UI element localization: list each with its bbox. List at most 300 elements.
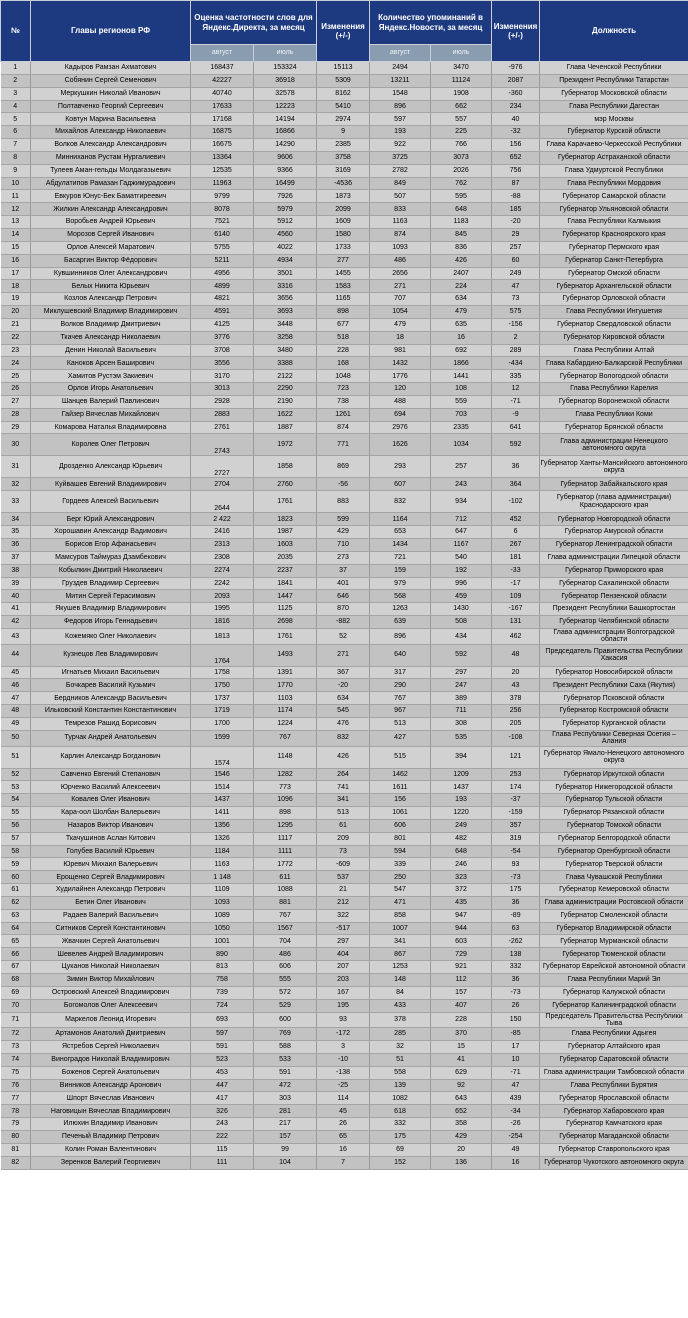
position-cell: Губернатор Свердловской области <box>540 318 688 331</box>
position-cell: Глава Республики Адыгея <box>540 1028 688 1041</box>
governor-name-cell: Юревич Михаил Валерьевич <box>31 858 191 871</box>
row-number-cell: 47 <box>1 692 31 705</box>
news-august-cell: 3725 <box>370 151 431 164</box>
freq-august-cell: 1 148 <box>191 871 254 884</box>
freq-change-cell: 741 <box>317 781 370 794</box>
freq-july-cell: 1111 <box>254 845 317 858</box>
news-change-cell: 20 <box>492 666 540 679</box>
governor-name-cell: Козлов Александр Петрович <box>31 293 191 306</box>
news-august-cell: 1082 <box>370 1092 431 1105</box>
news-august-cell: 148 <box>370 974 431 987</box>
news-august-cell: 1626 <box>370 434 431 456</box>
table-row <box>1 203 688 216</box>
governor-name-cell: Печеный Владимир Петрович <box>31 1130 191 1143</box>
news-change-cell: 364 <box>492 478 540 491</box>
position-cell: Глава Чувашской Республики <box>540 871 688 884</box>
news-july-cell: 297 <box>431 666 492 679</box>
position-cell: Губернатор Ленинградской области <box>540 539 688 552</box>
table-row <box>1 456 688 478</box>
freq-august-cell: 115 <box>191 1143 254 1156</box>
table-row <box>1 590 688 603</box>
row-number-cell: 58 <box>1 845 31 858</box>
freq-july-cell: 32578 <box>254 87 317 100</box>
news-july-cell: 629 <box>431 1066 492 1079</box>
governor-name-cell: Митин Сергей Герасимович <box>31 590 191 603</box>
governor-name-cell: Кара-оол Шолбан Валерьевич <box>31 807 191 820</box>
freq-august-cell: 2928 <box>191 395 254 408</box>
freq-august-cell: 2761 <box>191 421 254 434</box>
table-row <box>1 306 688 319</box>
table-row <box>1 1053 688 1066</box>
row-number-cell: 42 <box>1 616 31 629</box>
freq-august-cell: 5755 <box>191 241 254 254</box>
news-july-cell: 1183 <box>431 216 492 229</box>
news-change-cell: 641 <box>492 421 540 434</box>
row-number-cell: 62 <box>1 896 31 909</box>
position-cell: Президент Республики Саха (Якутия) <box>540 679 688 692</box>
row-number-cell: 53 <box>1 781 31 794</box>
row-number-cell: 40 <box>1 590 31 603</box>
position-cell: Губернатор Белгородской области <box>540 832 688 845</box>
governor-name-cell: Меркушкин Николай Иванович <box>31 87 191 100</box>
news-change-cell: 332 <box>492 961 540 974</box>
table-row <box>1 1118 688 1131</box>
freq-august-cell: 2883 <box>191 408 254 421</box>
news-july-cell: 108 <box>431 383 492 396</box>
freq-august-cell: 9799 <box>191 190 254 203</box>
news-july-cell: 41 <box>431 1053 492 1066</box>
news-august-cell: 1432 <box>370 357 431 370</box>
freq-august-cell: 168437 <box>191 62 254 75</box>
news-august-cell: 1007 <box>370 922 431 935</box>
position-cell: Губернатор Приморского края <box>540 564 688 577</box>
freq-change-cell: 476 <box>317 717 370 730</box>
table-row <box>1 974 688 987</box>
freq-july-cell: 2190 <box>254 395 317 408</box>
freq-change-cell: 870 <box>317 603 370 616</box>
governor-name-cell: Радаев Валерий Васильевич <box>31 909 191 922</box>
freq-change-cell: 646 <box>317 590 370 603</box>
news-july-cell: 479 <box>431 306 492 319</box>
table-row <box>1 126 688 139</box>
table-row <box>1 807 688 820</box>
freq-august-cell: 12535 <box>191 164 254 177</box>
freq-july-cell: 472 <box>254 1079 317 1092</box>
freq-change-cell: 1580 <box>317 228 370 241</box>
table-row <box>1 139 688 152</box>
news-august-cell: 32 <box>370 1041 431 1054</box>
freq-change-cell: 738 <box>317 395 370 408</box>
freq-change-cell: 195 <box>317 999 370 1012</box>
news-july-cell: 836 <box>431 241 492 254</box>
news-july-cell: 2407 <box>431 267 492 280</box>
freq-august-cell: 1599 <box>191 730 254 746</box>
row-number-cell: 43 <box>1 628 31 644</box>
freq-change-cell: 271 <box>317 644 370 666</box>
row-number-cell: 79 <box>1 1118 31 1131</box>
freq-august-cell: 1750 <box>191 679 254 692</box>
news-july-cell: 16 <box>431 331 492 344</box>
news-change-cell: 756 <box>492 164 540 177</box>
row-number-cell: 3 <box>1 87 31 100</box>
table-row <box>1 1092 688 1105</box>
position-cell: Губернатор Ханты-Мансийского автономного округа <box>540 456 688 478</box>
row-number-cell: 27 <box>1 395 31 408</box>
freq-july-cell: 1761 <box>254 491 317 513</box>
position-cell: Глава администрации Ростовской области <box>540 896 688 909</box>
position-cell: Глава Республики Ингушетия <box>540 306 688 319</box>
governor-name-cell: Федоров Игорь Геннадьевич <box>31 616 191 629</box>
news-july-cell: 228 <box>431 1012 492 1028</box>
table-row <box>1 280 688 293</box>
row-number-cell: 13 <box>1 216 31 229</box>
row-number-cell: 16 <box>1 254 31 267</box>
position-cell: Губернатор Курской области <box>540 126 688 139</box>
news-change-cell: 439 <box>492 1092 540 1105</box>
news-july-cell: 729 <box>431 948 492 961</box>
news-change-cell: 16 <box>492 1156 540 1169</box>
table-row <box>1 190 688 203</box>
freq-change-cell: 537 <box>317 871 370 884</box>
freq-august-cell: 8078 <box>191 203 254 216</box>
freq-august-cell: 326 <box>191 1105 254 1118</box>
news-july-cell: 703 <box>431 408 492 421</box>
news-change-cell: 6 <box>492 526 540 539</box>
governor-name-cell: Наговицын Вячеслав Владимирович <box>31 1105 191 1118</box>
freq-change-cell: 52 <box>317 628 370 644</box>
news-august-cell: 858 <box>370 909 431 922</box>
governor-name-cell: Собянин Сергей Семенович <box>31 74 191 87</box>
news-july-cell: 429 <box>431 1130 492 1143</box>
news-august-cell: 896 <box>370 100 431 113</box>
governor-name-cell: Цуканов Николай Николаевич <box>31 961 191 974</box>
news-change-cell: 73 <box>492 293 540 306</box>
news-july-cell: 1034 <box>431 434 492 456</box>
news-change-cell: 138 <box>492 948 540 961</box>
row-number-cell: 81 <box>1 1143 31 1156</box>
news-change-cell: -254 <box>492 1130 540 1143</box>
freq-change-cell: 65 <box>317 1130 370 1143</box>
freq-august-cell: 1719 <box>191 705 254 718</box>
freq-august-cell: 591 <box>191 1041 254 1054</box>
news-change-cell: 652 <box>492 151 540 164</box>
news-change-cell: 378 <box>492 692 540 705</box>
news-august-cell: 1163 <box>370 216 431 229</box>
governor-name-cell: Худилайнен Александр Петрович <box>31 884 191 897</box>
news-august-cell: 1253 <box>370 961 431 974</box>
news-change-cell: 17 <box>492 1041 540 1054</box>
position-cell: Губернатор Забайкальского края <box>540 478 688 491</box>
news-july-cell: 389 <box>431 692 492 705</box>
freq-july-cell: 3388 <box>254 357 317 370</box>
freq-change-cell: 228 <box>317 344 370 357</box>
table-row <box>1 692 688 705</box>
news-july-cell: 247 <box>431 679 492 692</box>
table-row <box>1 228 688 241</box>
table-row <box>1 293 688 306</box>
news-change-cell: 150 <box>492 1012 540 1028</box>
position-cell: Губернатор Иркутской области <box>540 768 688 781</box>
governor-name-cell: Зимин Виктор Михайлович <box>31 974 191 987</box>
governor-name-cell: Карлин Александр Богданович <box>31 746 191 768</box>
position-cell: Губернатор Воронежской области <box>540 395 688 408</box>
news-change-cell: 47 <box>492 280 540 293</box>
freq-july-cell: 14194 <box>254 113 317 126</box>
news-july-cell: 535 <box>431 730 492 746</box>
governor-name-cell: Игнатьев Михаил Васильевич <box>31 666 191 679</box>
position-cell: Губернатор Магаданской области <box>540 1130 688 1143</box>
freq-august-cell: 4821 <box>191 293 254 306</box>
news-august-cell: 515 <box>370 746 431 768</box>
position-cell: Губернатор (глава администрации) Краснодарского края <box>540 491 688 513</box>
position-cell: Президент Республики Башкортостан <box>540 603 688 616</box>
freq-change-cell: 545 <box>317 705 370 718</box>
freq-july-cell: 2122 <box>254 370 317 383</box>
news-august-cell: 867 <box>370 948 431 961</box>
governor-name-cell: Ерощенко Сергей Владимирович <box>31 871 191 884</box>
news-august-cell: 175 <box>370 1130 431 1143</box>
freq-change-cell: 341 <box>317 794 370 807</box>
news-july-cell: 225 <box>431 126 492 139</box>
position-cell: Глава Республики Алтай <box>540 344 688 357</box>
position-cell: Губернатор Ставропольского края <box>540 1143 688 1156</box>
position-cell: Губернатор Вологодской области <box>540 370 688 383</box>
freq-july-cell: 767 <box>254 730 317 746</box>
news-change-cell: -26 <box>492 1118 540 1131</box>
freq-change-cell: 114 <box>317 1092 370 1105</box>
news-august-cell: 640 <box>370 644 431 666</box>
news-july-cell: 947 <box>431 909 492 922</box>
col-header-freq-july: июль <box>254 45 317 62</box>
freq-july-cell: 1603 <box>254 539 317 552</box>
news-august-cell: 558 <box>370 1066 431 1079</box>
governor-name-cell: Дрозденко Александр Юрьевич <box>31 456 191 478</box>
freq-change-cell: 264 <box>317 768 370 781</box>
row-number-cell: 10 <box>1 177 31 190</box>
news-july-cell: 944 <box>431 922 492 935</box>
row-number-cell: 77 <box>1 1092 31 1105</box>
freq-change-cell: 634 <box>317 692 370 705</box>
news-change-cell: 29 <box>492 228 540 241</box>
freq-july-cell: 16866 <box>254 126 317 139</box>
freq-july-cell: 14290 <box>254 139 317 152</box>
news-august-cell: 979 <box>370 577 431 590</box>
row-number-cell: 6 <box>1 126 31 139</box>
position-cell: Губернатор Амурской области <box>540 526 688 539</box>
freq-july-cell: 1103 <box>254 692 317 705</box>
news-august-cell: 597 <box>370 113 431 126</box>
freq-august-cell: 243 <box>191 1118 254 1131</box>
row-number-cell: 5 <box>1 113 31 126</box>
freq-change-cell: 771 <box>317 434 370 456</box>
position-cell: Губернатор Тюменской области <box>540 948 688 961</box>
row-number-cell: 50 <box>1 730 31 746</box>
news-august-cell: 139 <box>370 1079 431 1092</box>
position-cell: Губернатор Калининградской области <box>540 999 688 1012</box>
freq-august-cell: 17633 <box>191 100 254 113</box>
freq-change-cell: 7 <box>317 1156 370 1169</box>
freq-august-cell: 453 <box>191 1066 254 1079</box>
freq-july-cell: 2035 <box>254 551 317 564</box>
freq-change-cell: 2974 <box>317 113 370 126</box>
freq-august-cell: 4125 <box>191 318 254 331</box>
news-change-cell: -71 <box>492 1066 540 1079</box>
row-number-cell: 61 <box>1 884 31 897</box>
freq-july-cell: 1088 <box>254 884 317 897</box>
governor-name-cell: Волков Александр Александрович <box>31 139 191 152</box>
table-row <box>1 948 688 961</box>
position-cell: Губернатор Хабаровского края <box>540 1105 688 1118</box>
news-july-cell: 372 <box>431 884 492 897</box>
freq-july-cell: 606 <box>254 961 317 974</box>
news-august-cell: 156 <box>370 794 431 807</box>
freq-change-cell: 723 <box>317 383 370 396</box>
freq-july-cell: 555 <box>254 974 317 987</box>
news-july-cell: 323 <box>431 871 492 884</box>
freq-july-cell: 99 <box>254 1143 317 1156</box>
table-row <box>1 254 688 267</box>
news-change-cell: -108 <box>492 730 540 746</box>
freq-july-cell: 4022 <box>254 241 317 254</box>
freq-change-cell: 212 <box>317 896 370 909</box>
news-july-cell: 3073 <box>431 151 492 164</box>
freq-change-cell: 677 <box>317 318 370 331</box>
table-row <box>1 62 688 75</box>
governor-name-cell: Шевелев Андрей Владимирович <box>31 948 191 961</box>
news-august-cell: 618 <box>370 1105 431 1118</box>
freq-change-cell: 21 <box>317 884 370 897</box>
freq-august-cell: 1758 <box>191 666 254 679</box>
news-change-cell: -167 <box>492 603 540 616</box>
news-change-cell: 109 <box>492 590 540 603</box>
governor-name-cell: Назаров Виктор Иванович <box>31 819 191 832</box>
news-change-cell: -34 <box>492 1105 540 1118</box>
news-august-cell: 707 <box>370 293 431 306</box>
row-number-cell: 21 <box>1 318 31 331</box>
col-header-yandex-direct: Оценка частотности слов для Яндекс.Директа, за месяц <box>191 1 317 45</box>
table-row <box>1 961 688 974</box>
news-change-cell: -88 <box>492 190 540 203</box>
news-july-cell: 426 <box>431 254 492 267</box>
news-july-cell: 557 <box>431 113 492 126</box>
news-change-cell: 40 <box>492 113 540 126</box>
col-header-yandex-news: Количество упоминаний в Яндекс.Новости, за месяц <box>370 1 492 45</box>
news-july-cell: 508 <box>431 616 492 629</box>
freq-july-cell: 1761 <box>254 628 317 644</box>
col-header-news-july: июль <box>431 45 492 62</box>
governor-name-cell: Каноков Арсен Баширович <box>31 357 191 370</box>
news-august-cell: 967 <box>370 705 431 718</box>
freq-change-cell: 1261 <box>317 408 370 421</box>
row-number-cell: 26 <box>1 383 31 396</box>
freq-change-cell: 1165 <box>317 293 370 306</box>
freq-july-cell: 1493 <box>254 644 317 666</box>
row-number-cell: 29 <box>1 421 31 434</box>
table-row <box>1 666 688 679</box>
news-july-cell: 662 <box>431 100 492 113</box>
freq-august-cell: 16875 <box>191 126 254 139</box>
table-row <box>1 151 688 164</box>
news-july-cell: 559 <box>431 395 492 408</box>
row-number-cell: 12 <box>1 203 31 216</box>
table-row <box>1 87 688 100</box>
freq-july-cell: 1567 <box>254 922 317 935</box>
news-august-cell: 832 <box>370 491 431 513</box>
governor-name-cell: Ситников Сергей Константинович <box>31 922 191 935</box>
freq-change-cell: 3169 <box>317 164 370 177</box>
governor-name-cell: Орлов Игорь Анатольевич <box>31 383 191 396</box>
position-cell: Губернатор Кировской области <box>540 331 688 344</box>
news-change-cell: 36 <box>492 456 540 478</box>
position-cell: Губернатор Тульской области <box>540 794 688 807</box>
freq-august-cell: 2308 <box>191 551 254 564</box>
news-change-cell: -360 <box>492 87 540 100</box>
news-july-cell: 766 <box>431 139 492 152</box>
freq-august-cell: 1089 <box>191 909 254 922</box>
governor-name-cell: Винников Александр Аронович <box>31 1079 191 1092</box>
news-august-cell: 193 <box>370 126 431 139</box>
freq-july-cell: 1224 <box>254 717 317 730</box>
row-number-cell: 41 <box>1 603 31 616</box>
row-number-cell: 8 <box>1 151 31 164</box>
table-body <box>1 62 688 1170</box>
freq-change-cell: 45 <box>317 1105 370 1118</box>
news-july-cell: 648 <box>431 203 492 216</box>
freq-august-cell: 890 <box>191 948 254 961</box>
news-change-cell: 121 <box>492 746 540 768</box>
news-august-cell: 341 <box>370 935 431 948</box>
freq-july-cell: 533 <box>254 1053 317 1066</box>
freq-july-cell: 3258 <box>254 331 317 344</box>
news-july-cell: 647 <box>431 526 492 539</box>
news-august-cell: 833 <box>370 203 431 216</box>
news-august-cell: 69 <box>370 1143 431 1156</box>
news-change-cell: 319 <box>492 832 540 845</box>
table-row <box>1 781 688 794</box>
governor-name-cell: Борисов Егор Афанасьевич <box>31 539 191 552</box>
position-cell: мэр Москвы <box>540 113 688 126</box>
freq-july-cell: 486 <box>254 948 317 961</box>
freq-july-cell: 591 <box>254 1066 317 1079</box>
position-cell: Губернатор Мурманской области <box>540 935 688 948</box>
news-august-cell: 427 <box>370 730 431 746</box>
news-august-cell: 488 <box>370 395 431 408</box>
governor-name-cell: Юрченко Василий Алексеевич <box>31 781 191 794</box>
governor-name-cell: Воробьев Андрей Юрьевич <box>31 216 191 229</box>
freq-change-cell: 207 <box>317 961 370 974</box>
freq-change-cell: -882 <box>317 616 370 629</box>
table-row <box>1 577 688 590</box>
freq-change-cell: 8162 <box>317 87 370 100</box>
col-header-number: № <box>1 1 31 62</box>
row-number-cell: 71 <box>1 1012 31 1028</box>
freq-august-cell: 417 <box>191 1092 254 1105</box>
news-july-cell: 394 <box>431 746 492 768</box>
position-cell: Глава Кабардино-Балкарской Республики <box>540 357 688 370</box>
freq-august-cell: 1737 <box>191 692 254 705</box>
freq-august-cell: 3776 <box>191 331 254 344</box>
news-august-cell: 513 <box>370 717 431 730</box>
row-number-cell: 32 <box>1 478 31 491</box>
freq-august-cell: 7521 <box>191 216 254 229</box>
position-cell: Губернатор Смоленской области <box>540 909 688 922</box>
freq-august-cell: 1700 <box>191 717 254 730</box>
freq-august-cell: 4899 <box>191 280 254 293</box>
news-july-cell: 434 <box>431 628 492 644</box>
news-july-cell: 2335 <box>431 421 492 434</box>
row-number-cell: 70 <box>1 999 31 1012</box>
news-change-cell: 26 <box>492 999 540 1012</box>
